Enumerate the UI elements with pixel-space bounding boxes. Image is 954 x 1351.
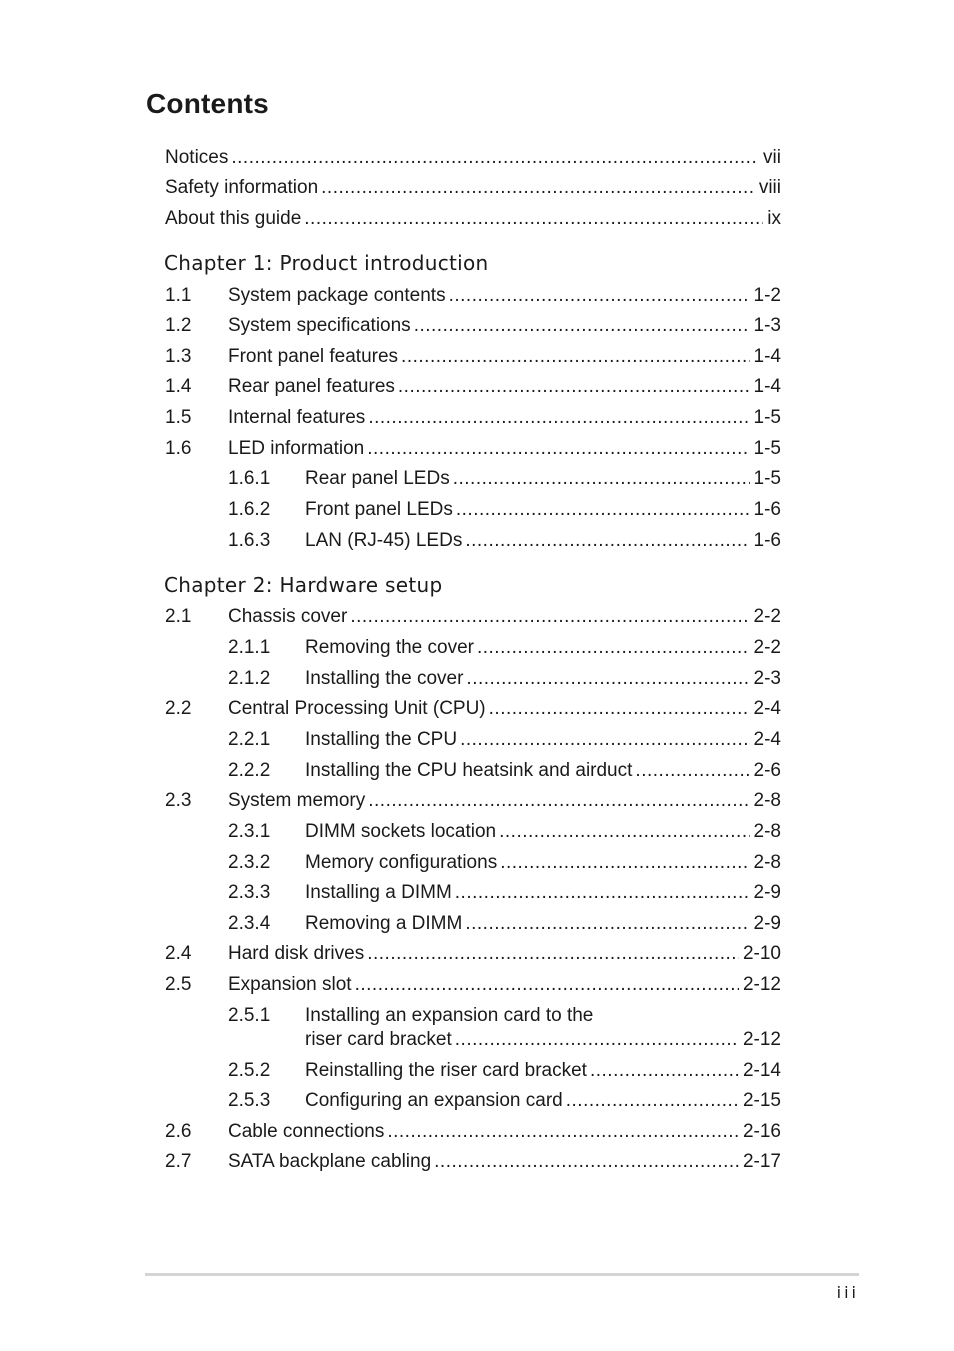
- dot-leader: [414, 313, 750, 339]
- toc-entry[interactable]: [305, 635, 781, 661]
- subsection-number: 1.6.2: [228, 499, 271, 520]
- toc-entry-title: Chassis cover: [228, 606, 348, 627]
- dot-leader: [453, 466, 750, 492]
- section-number: 1.1: [165, 285, 192, 306]
- toc-entry[interactable]: [305, 911, 781, 937]
- dot-leader: [455, 1027, 739, 1053]
- toc-entry[interactable]: [228, 696, 781, 722]
- toc-entry[interactable]: [305, 880, 781, 906]
- toc-entry-title: System package contents: [228, 285, 446, 306]
- footer-rule: [145, 1273, 859, 1276]
- dot-leader: [401, 344, 749, 370]
- subsection-number: 2.3.3: [228, 882, 271, 903]
- toc-entry-page: 2-2: [753, 637, 781, 658]
- page-number: iii: [836, 1283, 859, 1302]
- toc-entry[interactable]: [305, 528, 781, 554]
- toc-entry-title: Internal features: [228, 407, 366, 428]
- dot-leader: [398, 374, 750, 400]
- subsection-number: 2.3.1: [228, 821, 271, 842]
- toc-entry-title: riser card bracket: [305, 1029, 452, 1050]
- dot-leader: [355, 972, 739, 998]
- toc-entry[interactable]: [305, 1058, 781, 1084]
- toc-entry-page: 2-10: [742, 943, 781, 964]
- subsection-number: 2.2.1: [228, 729, 271, 750]
- dot-leader: [367, 941, 739, 967]
- toc-entry[interactable]: [305, 497, 781, 523]
- toc-entry-title: About this guide: [165, 208, 302, 229]
- toc-entry-title: LED information: [228, 438, 365, 459]
- section-number: 2.4: [165, 943, 192, 964]
- toc-entry[interactable]: [228, 941, 781, 967]
- toc-entry-title: Installing a DIMM: [305, 882, 452, 903]
- dot-leader: [455, 880, 750, 906]
- subsection-number: 2.1.1: [228, 637, 271, 658]
- dot-leader: [449, 283, 750, 309]
- section-number: 1.5: [165, 407, 192, 428]
- toc-entry-page: 1-4: [753, 346, 781, 367]
- chapter-2-heading[interactable]: Chapter 2: Hardware setup: [164, 573, 443, 597]
- toc-entry-page: 2-16: [742, 1121, 781, 1142]
- toc-entry-page: 1-2: [753, 285, 781, 306]
- toc-entry-title: System specifications: [228, 315, 411, 336]
- section-number: 2.3: [165, 790, 192, 811]
- toc-entry-page: 2-8: [753, 821, 781, 842]
- toc-entry-page: vii: [763, 147, 781, 168]
- toc-entry[interactable]: [305, 666, 781, 692]
- toc-entry-about-this-guide[interactable]: [165, 206, 781, 232]
- toc-entry-page: 2-3: [753, 668, 781, 689]
- dot-leader: [368, 405, 749, 431]
- section-number: 1.3: [165, 346, 192, 367]
- dot-leader: [489, 696, 750, 722]
- toc-entry-title: Front panel features: [228, 346, 399, 367]
- toc-entry-title: Configuring an expansion card: [305, 1090, 563, 1111]
- toc-entry-page: 2-17: [742, 1151, 781, 1172]
- toc-entry-page: 2-12: [742, 974, 781, 995]
- section-number: 1.4: [165, 376, 192, 397]
- toc-entry[interactable]: [228, 436, 781, 462]
- page-title: Contents: [146, 88, 269, 119]
- toc-entry-page: 1-4: [753, 376, 781, 397]
- toc-entry-title: Notices: [165, 147, 229, 168]
- toc-entry[interactable]: [228, 972, 781, 998]
- toc-entry[interactable]: [305, 466, 781, 492]
- toc-entry-page: 2-15: [742, 1090, 781, 1111]
- section-number: 2.1: [165, 606, 192, 627]
- toc-entry-page: 1-5: [753, 438, 781, 459]
- toc-entry-page: 2-4: [753, 729, 781, 750]
- toc-entry-page: 2-9: [753, 913, 781, 934]
- toc-entry-title: Installing the CPU: [305, 729, 458, 750]
- toc-entry-page: 2-9: [753, 882, 781, 903]
- dot-leader: [434, 1149, 739, 1175]
- toc-entry-page: 2-4: [753, 698, 781, 719]
- toc-entry-page: 1-5: [753, 407, 781, 428]
- toc-entry-title: Reinstalling the riser card bracket: [305, 1060, 587, 1081]
- toc-entry[interactable]: [228, 1119, 781, 1145]
- dot-leader: [500, 850, 749, 876]
- toc-entry-page: 2-8: [753, 852, 781, 873]
- subsection-number: 2.3.2: [228, 852, 271, 873]
- toc-entry-page: 1-6: [753, 499, 781, 520]
- toc-entry-title: Safety information: [165, 177, 319, 198]
- toc-entry-page: 2-14: [742, 1060, 781, 1081]
- dot-leader: [368, 788, 749, 814]
- toc-entry-page: 2-8: [753, 790, 781, 811]
- toc-entry-title: Memory configurations: [305, 852, 498, 873]
- toc-entry-title-first-line[interactable]: Installing an expansion card to the: [305, 1005, 594, 1026]
- subsection-number: 2.1.2: [228, 668, 271, 689]
- toc-entry[interactable]: [228, 604, 781, 630]
- toc-entry[interactable]: [228, 405, 781, 431]
- toc-entry-title: Installing the cover: [305, 668, 464, 689]
- subsection-number: 2.5.3: [228, 1090, 271, 1111]
- toc-entry-title: Cable connections: [228, 1121, 385, 1142]
- toc-entry-page: 2-6: [753, 760, 781, 781]
- toc-entry-title: Central Processing Unit (CPU): [228, 698, 486, 719]
- toc-entry-page: 2-2: [753, 606, 781, 627]
- toc-entry-page: ix: [767, 208, 781, 229]
- toc-entry-title: Installing the CPU heatsink and airduct: [305, 760, 633, 781]
- subsection-number: 2.2.2: [228, 760, 271, 781]
- toc-entry[interactable]: [228, 374, 781, 400]
- toc-entry[interactable]: [305, 758, 781, 784]
- toc-entry-notices[interactable]: [165, 145, 781, 171]
- toc-entry-title: Expansion slot: [228, 974, 352, 995]
- dot-leader: [566, 1088, 739, 1114]
- toc-entry-title: DIMM sockets location: [305, 821, 497, 842]
- section-number: 2.2: [165, 698, 192, 719]
- toc-entry-title: Hard disk drives: [228, 943, 365, 964]
- dot-leader: [321, 175, 755, 201]
- toc-entry-page: 1-3: [753, 315, 781, 336]
- dot-leader: [465, 911, 749, 937]
- toc-entry[interactable]: [305, 727, 781, 753]
- toc-entry[interactable]: [228, 788, 781, 814]
- chapter-1-heading[interactable]: Chapter 1: Product introduction: [164, 251, 489, 275]
- toc-entry-title: Rear panel features: [228, 376, 395, 397]
- dot-leader: [387, 1119, 739, 1145]
- toc-entry[interactable]: [228, 283, 781, 309]
- dot-leader: [465, 528, 749, 554]
- subsection-number: 2.3.4: [228, 913, 271, 934]
- toc-entry-title: LAN (RJ-45) LEDs: [305, 530, 463, 551]
- toc-entry[interactable]: [305, 850, 781, 876]
- dot-leader: [350, 604, 749, 630]
- section-number: 2.7: [165, 1151, 192, 1172]
- toc-entry[interactable]: [228, 313, 781, 339]
- toc-entry-title: Removing the cover: [305, 637, 474, 658]
- dot-leader: [460, 727, 749, 753]
- toc-entry[interactable]: [305, 1027, 781, 1053]
- section-number: 1.6: [165, 438, 192, 459]
- subsection-number: 2.5.2: [228, 1060, 271, 1081]
- dot-leader: [231, 145, 759, 171]
- toc-entry-safety-information[interactable]: [165, 175, 781, 201]
- subsection-number: 1.6.3: [228, 530, 271, 551]
- dot-leader: [367, 436, 749, 462]
- subsection-number: 1.6.1: [228, 468, 271, 489]
- toc-entry-page: 2-12: [742, 1029, 781, 1050]
- toc-entry-title: SATA backplane cabling: [228, 1151, 432, 1172]
- section-number: 2.6: [165, 1121, 192, 1142]
- toc-entry-page: 1-5: [753, 468, 781, 489]
- dot-leader: [456, 497, 750, 523]
- section-number: 1.2: [165, 315, 192, 336]
- dot-leader: [499, 819, 749, 845]
- toc-entry[interactable]: [228, 344, 781, 370]
- dot-leader: [590, 1058, 739, 1084]
- toc-entry-page: 1-6: [753, 530, 781, 551]
- toc-entry-title: Removing a DIMM: [305, 913, 463, 934]
- toc-entry-title: Rear panel LEDs: [305, 468, 450, 489]
- dot-leader: [635, 758, 749, 784]
- dot-leader: [477, 635, 750, 661]
- toc-entry[interactable]: [305, 1088, 781, 1114]
- toc-entry[interactable]: [228, 1149, 781, 1175]
- toc-entry[interactable]: [305, 819, 781, 845]
- dot-leader: [466, 666, 749, 692]
- dot-leader: [304, 206, 763, 232]
- toc-entry-title: Front panel LEDs: [305, 499, 453, 520]
- toc-entry-title: System memory: [228, 790, 366, 811]
- section-number: 2.5: [165, 974, 192, 995]
- toc-entry-page: viii: [758, 177, 781, 198]
- subsection-number: 2.5.1: [228, 1005, 271, 1026]
